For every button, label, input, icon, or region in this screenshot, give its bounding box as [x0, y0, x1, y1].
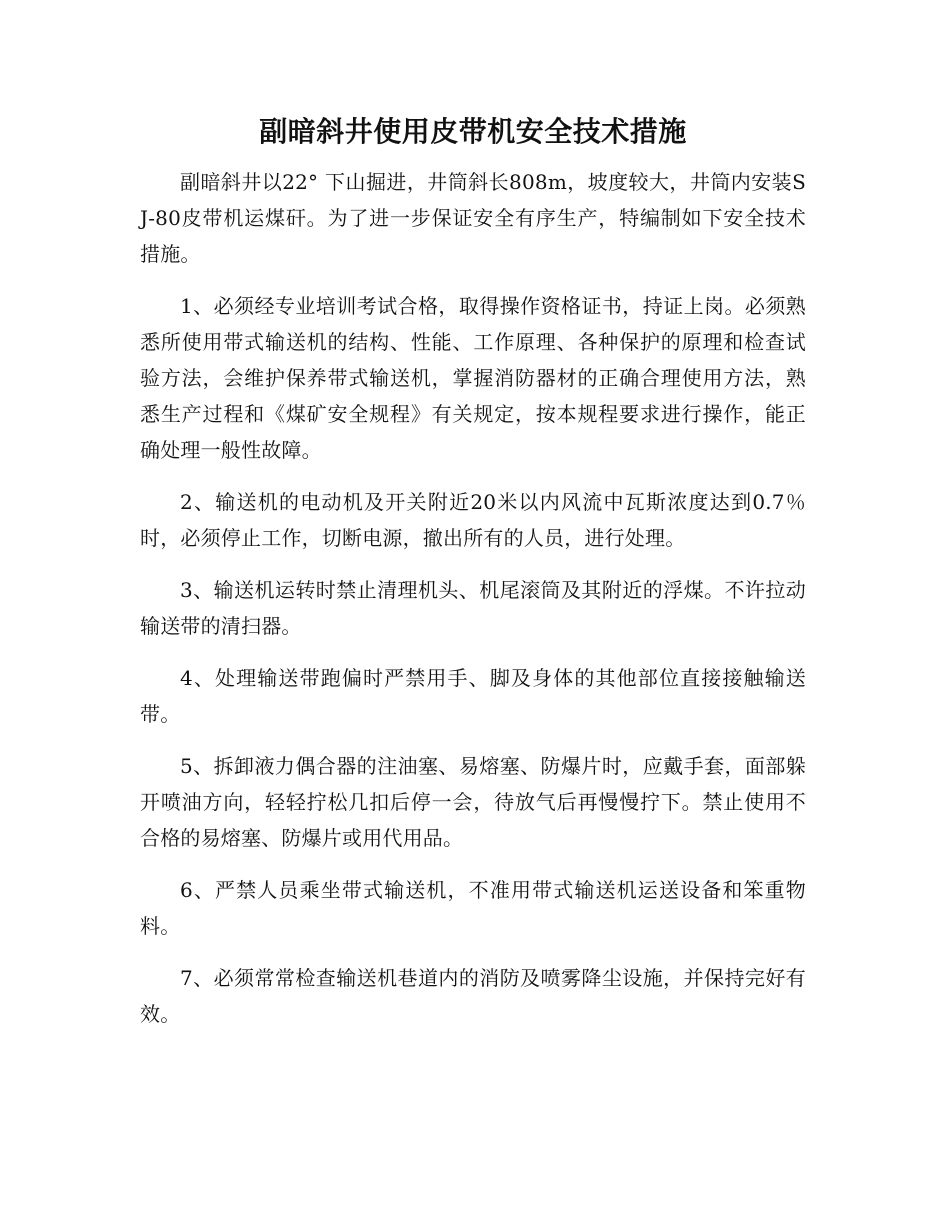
- measure-item-2: 2、输送机的电动机及开关附近20米以内风流中瓦斯浓度达到0.7％时，必须停止工作，切断电源，撤出所有的人员，进行处理。: [140, 490, 806, 550]
- measure-item-1: 1、必须经专业培训考试合格，取得操作资格证书，持证上岗。必须熟悉所使用带式输送机的结构、性能、工作原理、各种保护的原理和检查试验方法，会维护保养带式输送机，掌握消防器材的正确合理使用方法，熟悉生产过程和《煤矿安全规程》有关规定，按本规程要求进行操作，能正确处理一般性故障。: [140, 294, 806, 462]
- intro-paragraph: 副暗斜井以22° 下山掘进，井筒斜长808m，坡度较大，井筒内安装SJ-80皮带机运煤矸。为了进一步保证安全有序生产，特编制如下安全技术措施。: [140, 170, 806, 266]
- document-content: [140, 112, 806, 1048]
- measure-item-7: 7、必须常常检查输送机巷道内的消防及喷雾降尘设施，并保持完好有效。: [140, 966, 806, 1026]
- document-title: 副暗斜井使用皮带机安全技术措施: [259, 115, 687, 148]
- measure-item-3: 3、输送机运转时禁止清理机头、机尾滚筒及其附近的浮煤。不许拉动输送带的清扫器。: [140, 578, 806, 638]
- measure-item-6: 6、严禁人员乘坐带式输送机，不准用带式输送机运送设备和笨重物料。: [140, 878, 806, 938]
- measure-item-4: 4、处理输送带跑偏时严禁用手、脚及身体的其他部位直接接触输送带。: [140, 666, 806, 726]
- measure-item-5: 5、拆卸液力偶合器的注油塞、易熔塞、防爆片时，应戴手套，面部躲开喷油方向，轻轻拧松几扣后停一会，待放气后再慢慢拧下。禁止使用不合格的易熔塞、防爆片或用代用品。: [140, 754, 806, 850]
